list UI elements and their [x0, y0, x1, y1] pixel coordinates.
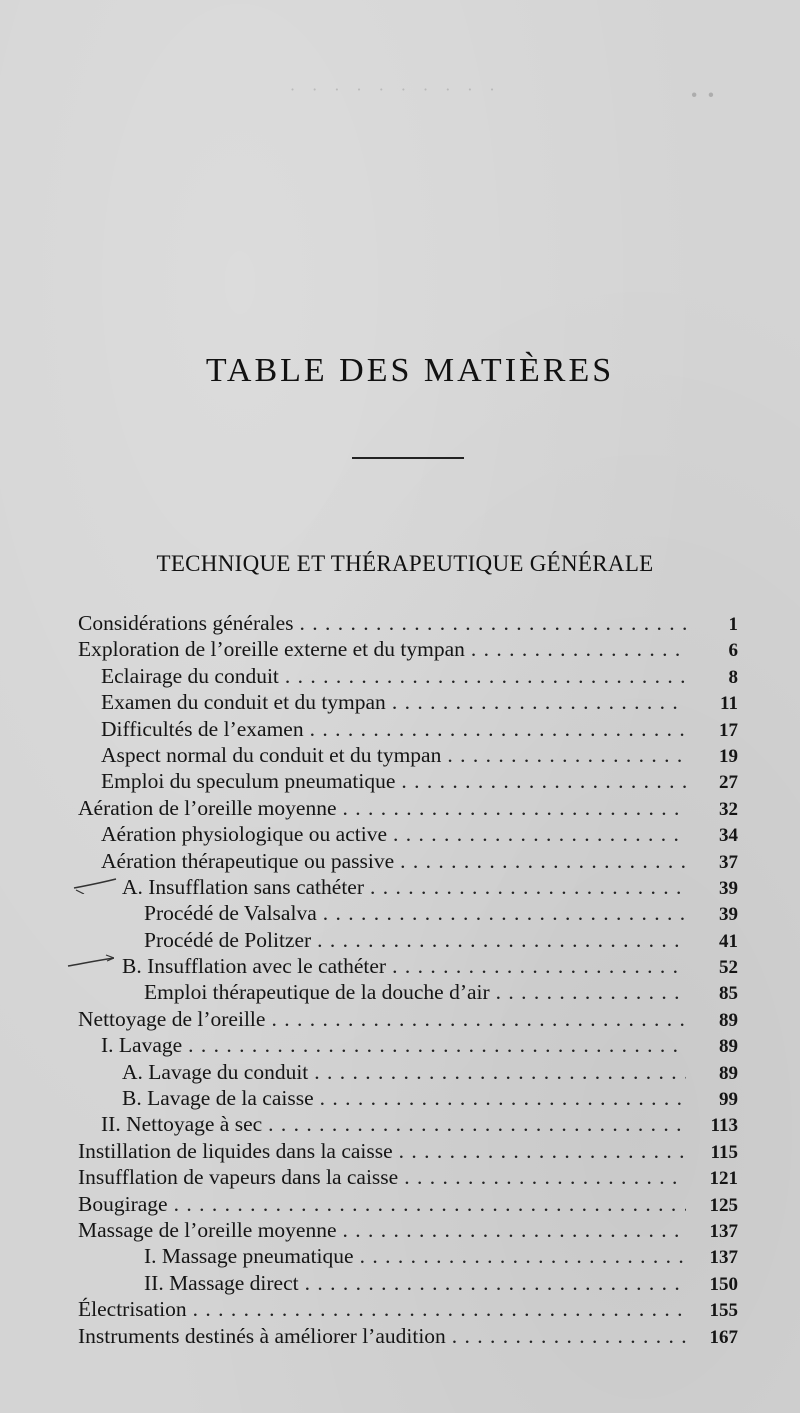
toc-entry-title: Aération physiologique ou active	[101, 822, 387, 847]
dot-leader	[305, 1270, 686, 1296]
toc-entry	[78, 1191, 738, 1217]
toc-entry	[78, 716, 738, 742]
dot-leader	[447, 742, 686, 768]
page-title: TABLE DES MATIÈRES	[205, 352, 615, 389]
title-divider	[352, 457, 464, 459]
toc-entry	[78, 689, 738, 715]
toc-entry-title: Instillation de liquides dans la caisse	[78, 1138, 393, 1163]
toc-entry-title: A. Insufflation sans cathéter	[122, 874, 365, 899]
dot-leader	[393, 821, 686, 847]
toc-entry-title: Emploi thérapeutique de la douche d’air	[144, 980, 490, 1005]
section-heading: TECHNIQUE ET THÉRAPEUTIQUE GÉNÉRALE	[156, 551, 654, 576]
toc-entry	[78, 1217, 738, 1243]
toc-entry	[78, 742, 738, 768]
dot-leader	[320, 1085, 686, 1111]
dot-leader	[188, 1032, 686, 1058]
toc-entry-title: I. Massage pneumatique	[144, 1244, 354, 1269]
toc-entry-page-number: 19	[719, 745, 738, 767]
toc-entry-title: Emploi du speculum pneumatique	[101, 769, 396, 794]
dot-leader	[392, 689, 686, 715]
toc-entry	[78, 821, 738, 847]
toc-entry	[78, 848, 738, 874]
toc-entry-page-number: 39	[719, 877, 738, 899]
toc-entry-page-number: 8	[728, 666, 738, 688]
dot-leader	[323, 900, 686, 926]
toc-entry-title: Nettoyage de l’oreille	[78, 1006, 266, 1031]
dot-leader	[268, 1111, 686, 1137]
toc-entry-page-number: 137	[709, 1220, 738, 1242]
dot-leader	[310, 716, 686, 742]
toc-entry-page-number: 39	[719, 904, 738, 926]
toc-entry	[78, 1296, 738, 1322]
toc-entry-title: B. Lavage de la caisse	[122, 1086, 314, 1111]
dot-leader	[404, 1164, 686, 1190]
toc-entry	[78, 1111, 738, 1137]
toc-entry-title: Difficultés de l’examen	[101, 716, 304, 741]
toc-entry	[78, 874, 738, 900]
dot-leader	[343, 795, 687, 821]
toc-entry	[78, 1059, 738, 1085]
toc-entry-title: Eclairage du conduit	[101, 663, 279, 688]
toc-entry	[78, 663, 738, 689]
toc-entry-title: Aération de l’oreille moyenne	[78, 795, 337, 820]
toc-entry-page-number: 32	[719, 798, 738, 820]
toc-entry-title: Instruments destinés à améliorer l’audition	[78, 1323, 446, 1348]
toc-entry	[78, 1164, 738, 1190]
toc-entry-page-number: 155	[709, 1300, 738, 1322]
toc-entry-title: II. Nettoyage à sec	[101, 1112, 263, 1137]
toc-entry-page-number: 89	[719, 1062, 738, 1084]
toc-entry-page-number: 85	[719, 983, 738, 1005]
toc-entry-title: Procédé de Politzer	[144, 927, 312, 952]
toc-entry-title: II. Massage direct	[144, 1270, 299, 1295]
toc-entry	[78, 1006, 738, 1032]
toc-entry-title: Aération thérapeutique ou passive	[101, 848, 395, 873]
toc-entry-title: I. Lavage	[101, 1033, 183, 1058]
toc-entry-page-number: 41	[719, 930, 738, 952]
toc-entry	[78, 1085, 738, 1111]
toc-entry-page-number: 1	[728, 614, 738, 635]
toc-entry-page-number: 89	[719, 1009, 738, 1031]
toc-entry-title: Bougirage	[78, 1191, 168, 1216]
toc-entry	[78, 1138, 738, 1164]
pen-arrow-icon	[66, 952, 114, 970]
toc-entry-title: Considérations générales	[78, 611, 294, 635]
toc-entry	[78, 927, 738, 953]
toc-entry-page-number: 121	[709, 1168, 738, 1190]
bleed-through-header: · · · · · · · · · ·	[290, 80, 501, 99]
bleed-through-page-number: · ·	[690, 80, 716, 109]
toc-entry-title: Procédé de Valsalva	[144, 901, 317, 926]
dot-leader	[392, 953, 686, 979]
toc-entry-page-number: 99	[719, 1089, 738, 1111]
toc-entry-title: Exploration de l’oreille externe et du tympan	[78, 637, 465, 662]
toc-entry-page-number: 6	[728, 640, 738, 662]
toc-entry	[78, 1323, 738, 1349]
toc-entry	[78, 1270, 738, 1296]
toc-entry	[78, 1243, 738, 1269]
toc-entry-page-number: 89	[719, 1036, 738, 1058]
dot-leader	[300, 610, 686, 636]
toc-entry-title: Électrisation	[78, 1297, 187, 1322]
toc-entry-page-number: 11	[720, 693, 738, 715]
toc-entry	[78, 795, 738, 821]
dot-leader	[399, 1138, 686, 1164]
dot-leader	[400, 848, 686, 874]
dot-leader	[314, 1059, 686, 1085]
toc-entry	[78, 1032, 738, 1058]
toc-entry-page-number: 115	[710, 1141, 738, 1163]
toc-entry-page-number: 167	[709, 1326, 738, 1348]
toc-entry-title: A. Lavage du conduit	[122, 1059, 309, 1084]
pen-arrow-icon	[72, 876, 120, 894]
toc-entry	[78, 900, 738, 926]
toc-entry-title: B. Insufflation avec le cathéter	[122, 954, 387, 979]
toc-entry-page-number: 137	[709, 1247, 738, 1269]
dot-leader	[174, 1191, 686, 1217]
dot-leader	[471, 636, 686, 662]
dot-leader	[370, 874, 686, 900]
toc-entry-page-number: 17	[719, 719, 738, 741]
toc-entry-page-number: 37	[719, 851, 738, 873]
toc-entry-page-number: 52	[719, 957, 738, 979]
table-of-contents	[78, 610, 738, 1349]
toc-entry	[78, 636, 738, 662]
toc-entry-page-number: 125	[709, 1194, 738, 1216]
toc-entry	[78, 979, 738, 1005]
toc-entry-page-number: 27	[719, 772, 738, 794]
toc-entry-page-number: 34	[719, 825, 738, 847]
toc-entry-title: Aspect normal du conduit et du tympan	[101, 742, 442, 767]
toc-entry-title: Examen du conduit et du tympan	[101, 690, 386, 715]
dot-leader	[317, 927, 686, 953]
dot-leader	[285, 663, 686, 689]
toc-entry	[78, 953, 738, 979]
toc-entry	[78, 768, 738, 794]
dot-leader	[343, 1217, 686, 1243]
dot-leader	[271, 1006, 686, 1032]
dot-leader	[496, 979, 686, 1005]
toc-entry-page-number: 150	[709, 1273, 738, 1295]
toc-entry	[78, 610, 738, 636]
toc-entry-page-number: 113	[710, 1115, 738, 1137]
dot-leader	[193, 1296, 686, 1322]
toc-entry-title: Insufflation de vapeurs dans la caisse	[78, 1165, 399, 1190]
dot-leader	[452, 1323, 686, 1349]
toc-entry-title: Massage de l’oreille moyenne	[78, 1217, 337, 1242]
dot-leader	[360, 1243, 686, 1269]
dot-leader	[401, 768, 686, 794]
